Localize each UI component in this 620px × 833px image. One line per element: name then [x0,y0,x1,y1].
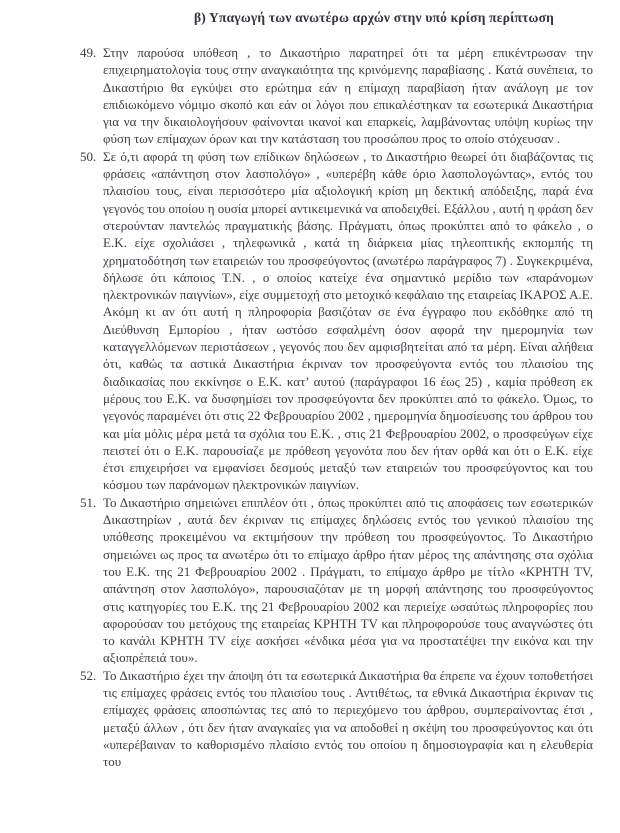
paragraph-51 [80,494,593,667]
paragraph-text: Σε ό,τι αφορά τη φύση των επίδικων δηλώσεων , το Δικαστήριο θεωρεί ότι διαβάζοντας τις φράσεις «απάντηση στον λασπολόγο» , «υπερέβη κάθε όριο λασπολογώντας», εντός του πλαισίου τους, είναι περισσότερο μία αξιολογική κρίση μη δεκτική απόδειξης, παρά ένα γεγονός του οποίου η ουσία μπορεί αντικειμενικά να αποδειχθεί. Εξάλλου , αυτή η φράση δεν στερούνταν παντελώς πραγματικής βάσης. Πράγματι, όπως προκύπτει από το φάκελο , ο Ε.Κ. είχε σχολιάσει , τηλεφωνικά , κατά τη διάρκεια μίας τηλεοπτικής εκπομπής τη χρηματοδότηση των εταιρειών του προσφεύγοντος (ανωτέρω παράγραφος 7) . Συγκεκριμένα, δήλωσε ότι κάποιος Τ.Ν. , ο οποίος κατείχε ένα σημαντικό μερίδιο των «παράνομων ηλεκτρονικών παιγνίων», είχε συμμετοχή στο μετοχικό κεφάλαιο της εταιρείας ΙΚΑΡΟΣ Α.Ε. Ακόμη κι αν ότι αυτή η πληροφορία βασιζόταν σε ένα έγγραφο που εκδόθηκε από τη Διεύθυνση Εμπορίου , ήταν ωστόσο εσφαλμένη όσον αφορά την ημερομηνία των καταγγελλόμενων περιστάσεων , γεγονός που δεν αμφισβητείται από τα μέρη. Είναι αλήθεια ότι, καθώς τα αστικά Δικαστήρια έκριναν τον προσφεύγοντα εντός του πλαισίου της διαδικασίας που εκκίνησε ο Ε.Κ. κατ’ αυτού (παράγραφοι 16 έως 25) , καμία πρόθεση εκ μέρους του Ε.Κ. να δυσφημίσει τον προσφεύγοντα δεν προκύπτει από το φάκελο. Όμως, το γεγονός παραμένει ότι στις 22 Φεβρουαρίου 2002 , ημερομηνία δημοσίευσης του άρθρου του και μία μόλις μέρα μετά τα σχόλια του Ε.Κ. , στις 21 Φεβρουαρίου 2002, ο προσφεύγων είχε πειστεί ότι ο Ε.Κ. παρουσίαζε με πρόθεση γεγονότα που δεν ήταν ορθά και ότι ο Ε.Κ. είχε έτσι επιχειρήσει να εμφανίσει δεσμούς μεταξύ των εταιρειών του προσφεύγοντος και του κόσμου των παράνομων ηλεκτρονικών παιγνίων. [103,148,593,493]
section-heading: β) Υπαγωγή των ανωτέρω αρχών στην υπό κρίση περίπτωση [193,10,555,25]
paragraph-number: 50. [80,148,97,164]
paragraph-49 [80,44,593,148]
paragraph-52 [80,667,593,771]
paragraph-text: Το Δικαστήριο έχει την άποψη ότι τα εσωτερικά Δικαστήρια θα έπρεπε να έχουν τοποθετήσει τις επίμαχες φράσεις εντός του πλαισίου τους . Αντιθέτως, τα εθνικά Δικαστήρια έκριναν τις επίμαχες φράσεις αποσπώντας τες από το περιεχόμενο του άρθρου, συμπεραίνοντας έτσι , μεταξύ άλλων , ότι δεν ήταν αναγκαίες για να αποδοθεί η σκέψη του προσφεύγοντος και ότι «υπερέβαιναν το καθορισμένο πλαίσιο εντός του οποίου η δημοσιογραφία και η ελευθερία του [103,667,593,770]
paragraph-text: Στην παρούσα υπόθεση , το Δικαστήριο παρατηρεί ότι τα μέρη επικέντρωσαν την επιχειρηματολογία τους στην αναγκαιότητα της κρινόμενης παραβίασης . Κατά συνέπεια, το Δικαστήριο θα εγκύψει στο ερώτημα εάν η επίμαχη παραβίαση ήταν ανάλογη με τον επιδιωκόμενο νόμιμο σκοπό και εάν οι λόγοι που επικαλέστηκαν τα εσωτερικά Δικαστήρια για να την δικαιολογήσουν φαίνονται ικανοί και επαρκείς, λαμβάνοντας υπόψη κυρίως την φύση των επίμαχων όρων και την κατάσταση του προσώπου προς το οποίο στόχευσαν . [103,45,593,147]
paragraph-number: 52. [80,667,97,683]
paragraph-text: Το Δικαστήριο σημειώνει επιπλέον ότι , όπως προκύπτει από τις αποφάσεις των εσωτερικών Δικαστηρίων , αυτά δεν έκριναν τις επίμαχες δηλώσεις εντός του γενικού πλαισίου της υπόθεσης προκειμένου να εκτιμήσουν την πρόθεση του προσφεύγοντος. Το Δικαστήριο σημειώνει ως προς τα ανωτέρω ότι το επίμαχο άρθρο ήταν μέρος της απάντησης στα σχόλια του Ε.Κ. της 21 Φεβρουαρίου 2002 . Πράγματι, το επίμαχο άρθρο με τίτλο «ΚΡΗΤΗ TV, απάντηση στον λασπολόγο», παρουσιαζόταν με τη μορφή απάντησης του προσφεύγοντος στις κατηγορίες του Ε.Κ. της 21 Φεβρουαρίου 2002 και περιείχε ωσαύτως πληροφορίες που αφορούσαν του μετόχους της εταιρείας ΚΡΗΤΗ TV και πληροφορούσε τους αναγνώστες ότι το κανάλι ΚΡΗΤΗ TV είχε ασκήσει «ένδικα μέσα για να προστατέψει την εικόνα και την αξιοπρέπειά του». [103,494,593,666]
paragraph-number: 51. [80,494,97,510]
paragraph-number: 49. [80,45,97,60]
paragraph-50 [80,148,593,494]
